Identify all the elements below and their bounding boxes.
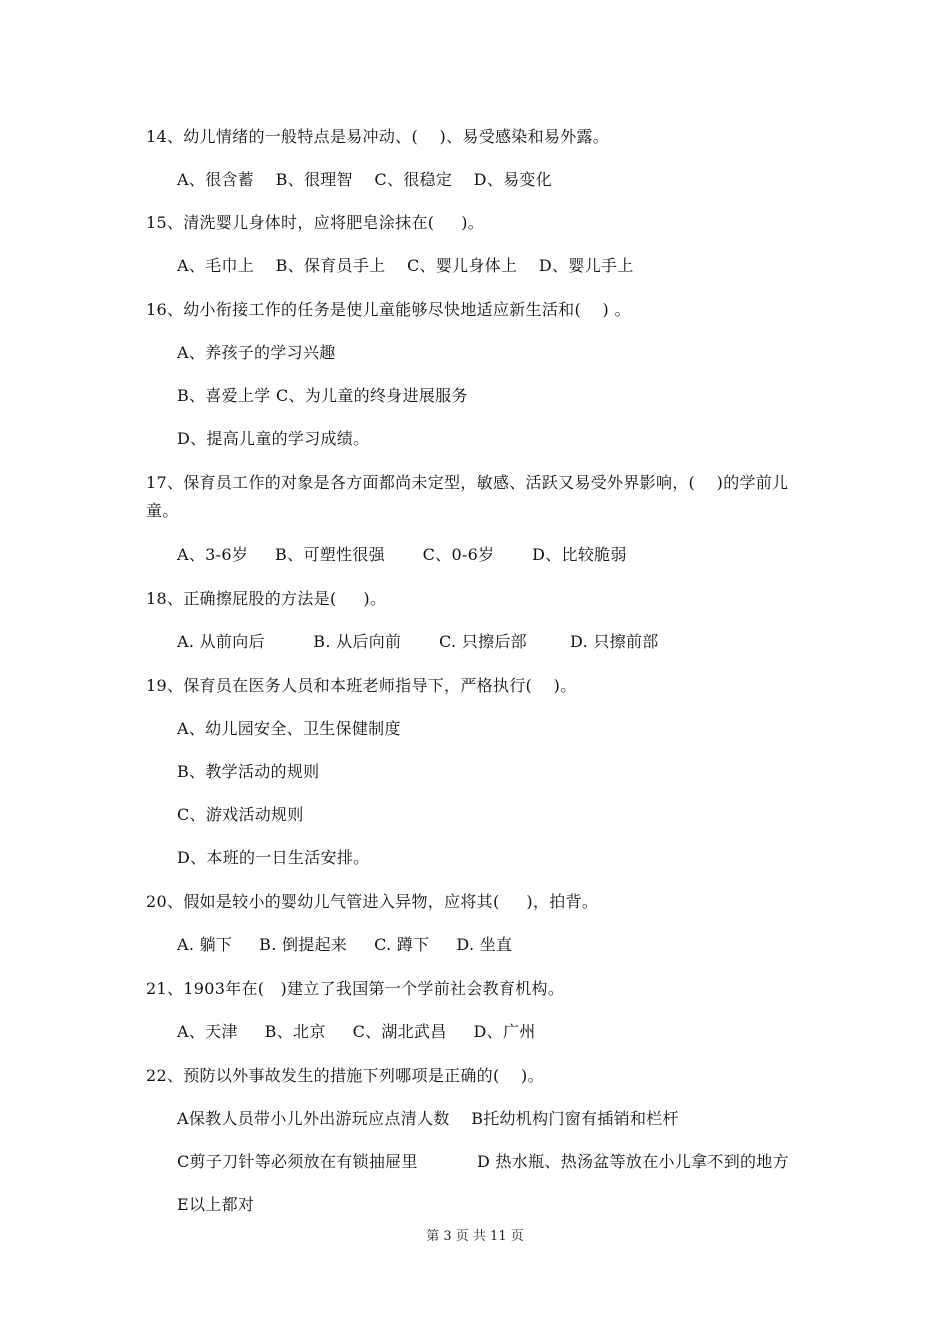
question-14: 14、幼儿情绪的一般特点是易冲动、( )、易受感染和易外露。 [146,127,610,146]
question-15-options: A、毛巾上 B、保育员手上 C、婴儿身体上 D、婴儿手上 [177,256,634,275]
question-14-options: A、很含蓄 B、很理智 C、很稳定 D、易变化 [177,170,553,189]
question-15: 15、清洗婴儿身体时，应将肥皂涂抹在( )。 [146,213,485,232]
question-19-option-d: D、本班的一日生活安排。 [177,848,370,867]
question-20-options: A. 躺下 B. 倒提起来 C. 蹲下 D. 坐直 [177,935,513,954]
question-20: 20、假如是较小的婴幼儿气管进入异物，应将其( )，拍背。 [146,892,599,911]
question-19-option-c: C、游戏活动规则 [177,805,304,824]
question-22-option-cd: C剪子刀针等必须放在有锁抽屉里 D 热水瓶、热汤盆等放在小儿拿不到的地方 [177,1152,789,1171]
question-16-option-bc: B、喜爱上学 C、为儿童的终身进展服务 [177,386,468,405]
question-22-option-ab: A保教人员带小儿外出游玩应点清人数 B托幼机构门窗有插销和栏杆 [177,1109,679,1128]
question-17: 17、保育员工作的对象是各方面都尚未定型，敏感、活跃又易受外界影响，( )的学前儿 [146,473,789,492]
question-16: 16、幼小衔接工作的任务是使儿童能够尽快地适应新生活和( ) 。 [146,300,631,319]
question-18-options: A. 从前向后 B. 从后向前 C. 只擦后部 D. 只擦前部 [177,632,659,651]
question-17-options: A、3-6岁 B、可塑性很强 C、0-6岁 D、比较脆弱 [177,545,627,564]
question-16-option-a: A、养孩子的学习兴趣 [177,343,336,362]
question-16-option-d: D、提高儿童的学习成绩。 [177,429,370,448]
question-18: 18、正确擦屁股的方法是( )。 [146,589,387,608]
question-19-option-a: A、幼儿园安全、卫生保健制度 [177,719,401,738]
page-number-footer: 第 3 页 共 11 页 [426,1229,524,1244]
question-21: 21、1903年在( )建立了我国第一个学前社会教育机构。 [146,979,565,998]
question-17-continuation: 童。 [146,501,179,520]
question-21-options: A、天津 B、北京 C、湖北武昌 D、广州 [177,1022,536,1041]
question-19-option-b: B、教学活动的规则 [177,762,320,781]
question-19: 19、保育员在医务人员和本班老师指导下，严格执行( )。 [146,676,577,695]
question-22: 22、预防以外事故发生的措施下列哪项是正确的( )。 [146,1066,544,1085]
question-22-option-e: E以上都对 [177,1195,255,1214]
